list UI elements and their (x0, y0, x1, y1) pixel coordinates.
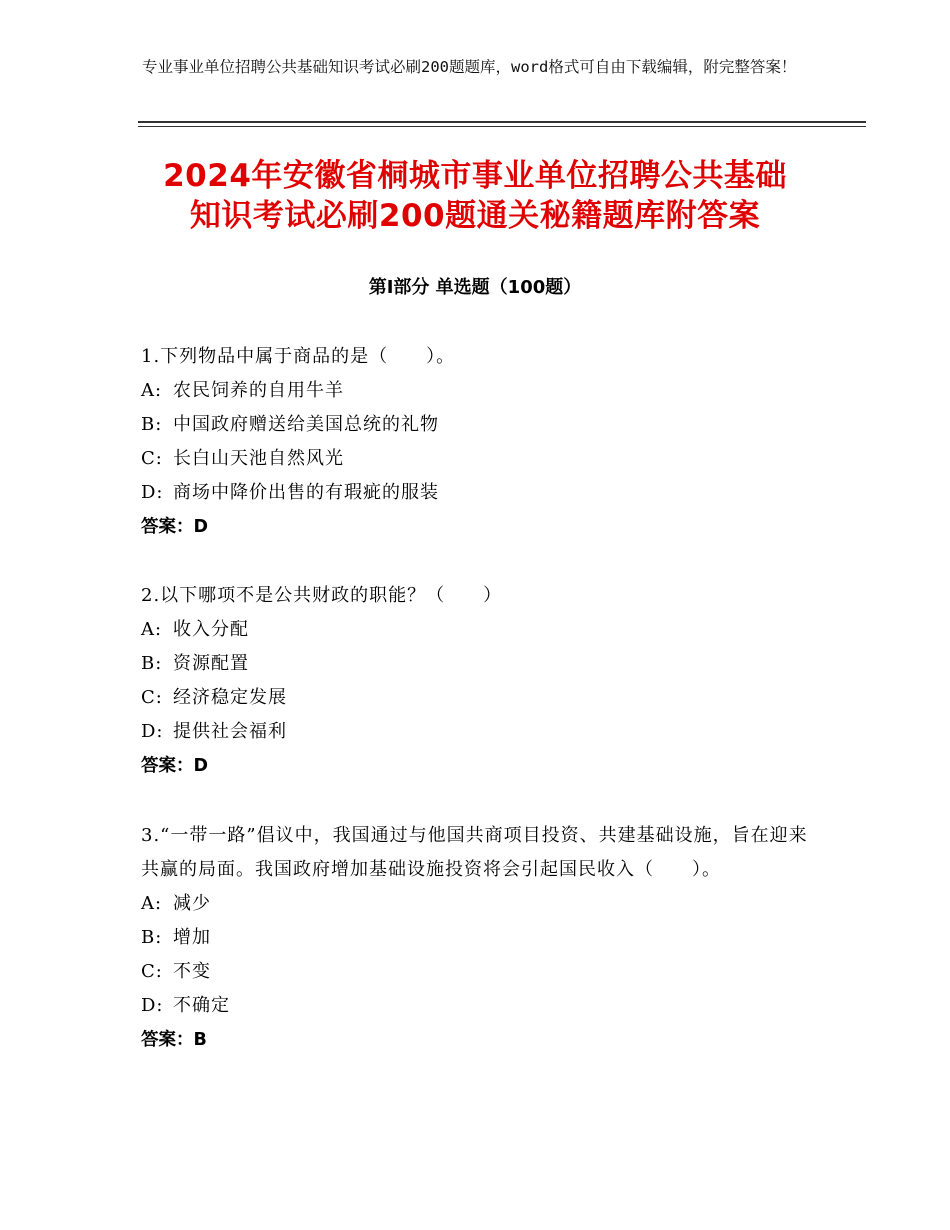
option-text: 不确定 (173, 995, 230, 1016)
option-b (141, 921, 821, 955)
option-letter: D: (141, 482, 164, 503)
option-d (141, 715, 821, 749)
question-stem: 1.下列物品中属于商品的是（ ）。 (141, 346, 456, 367)
option-text: 中国政府赠送给美国总统的礼物 (173, 414, 439, 435)
section-heading: 第Ⅰ部分 单选题（100题） (368, 277, 582, 298)
answer-label: 答案： (141, 517, 194, 537)
answer-line (141, 749, 821, 783)
option-c (141, 955, 821, 989)
title-line-2: 知识考试必刷200题通关秘籍题库附答案 (189, 198, 761, 234)
option-text: 资源配置 (173, 653, 249, 674)
option-d (141, 476, 821, 510)
option-letter: D: (141, 995, 164, 1016)
option-letter: C: (141, 961, 163, 982)
option-letter: A: (141, 380, 163, 401)
answer-value: D (193, 517, 209, 537)
answer-label: 答案： (141, 1030, 194, 1050)
option-letter: C: (141, 448, 163, 469)
title-line-1: 2024年安徽省桐城市事业单位招聘公共基础 (163, 158, 787, 194)
option-text: 减少 (173, 893, 211, 914)
option-d (141, 989, 821, 1023)
option-b (141, 647, 821, 681)
option-a (141, 613, 821, 647)
answer-line (141, 510, 821, 544)
header-rule-thin (138, 126, 866, 127)
option-text: 长白山天池自然风光 (173, 448, 344, 469)
option-letter: B: (141, 927, 163, 948)
option-letter: B: (141, 653, 163, 674)
option-text: 增加 (173, 927, 211, 948)
question-1 (141, 340, 821, 544)
option-c (141, 442, 821, 476)
document-title (80, 156, 870, 236)
answer-label: 答案： (141, 756, 194, 776)
question-stem: 3.“一带一路”倡议中，我国通过与他国共商项目投资、共建基础设施，旨在迎来共赢的局面。我国政府增加基础设施投资将会引起国民收入（ ）。 (141, 825, 808, 880)
option-letter: A: (141, 893, 163, 914)
option-a (141, 374, 821, 408)
question-stem: 2.以下哪项不是公共财政的职能？（ ） (141, 585, 503, 606)
option-text: 经济稳定发展 (173, 687, 287, 708)
option-letter: D: (141, 721, 164, 742)
option-a (141, 887, 821, 921)
option-c (141, 681, 821, 715)
question-3 (141, 819, 821, 1057)
option-text: 不变 (173, 961, 211, 982)
option-letter: B: (141, 414, 163, 435)
question-2 (141, 579, 821, 783)
option-letter: C: (141, 687, 163, 708)
header-note: 专业事业单位招聘公共基础知识考试必刷200题题库，word格式可自由下载编辑，附完整答案！ (142, 58, 797, 76)
answer-value: D (193, 756, 209, 776)
option-b (141, 408, 821, 442)
option-letter: A: (141, 619, 163, 640)
header-rule-thick (138, 121, 866, 123)
option-text: 农民饲养的自用牛羊 (173, 380, 344, 401)
option-text: 收入分配 (173, 619, 249, 640)
option-text: 提供社会福利 (173, 721, 287, 742)
answer-value: B (193, 1030, 207, 1050)
option-text: 商场中降价出售的有瑕疵的服装 (173, 482, 439, 503)
answer-line (141, 1023, 821, 1057)
